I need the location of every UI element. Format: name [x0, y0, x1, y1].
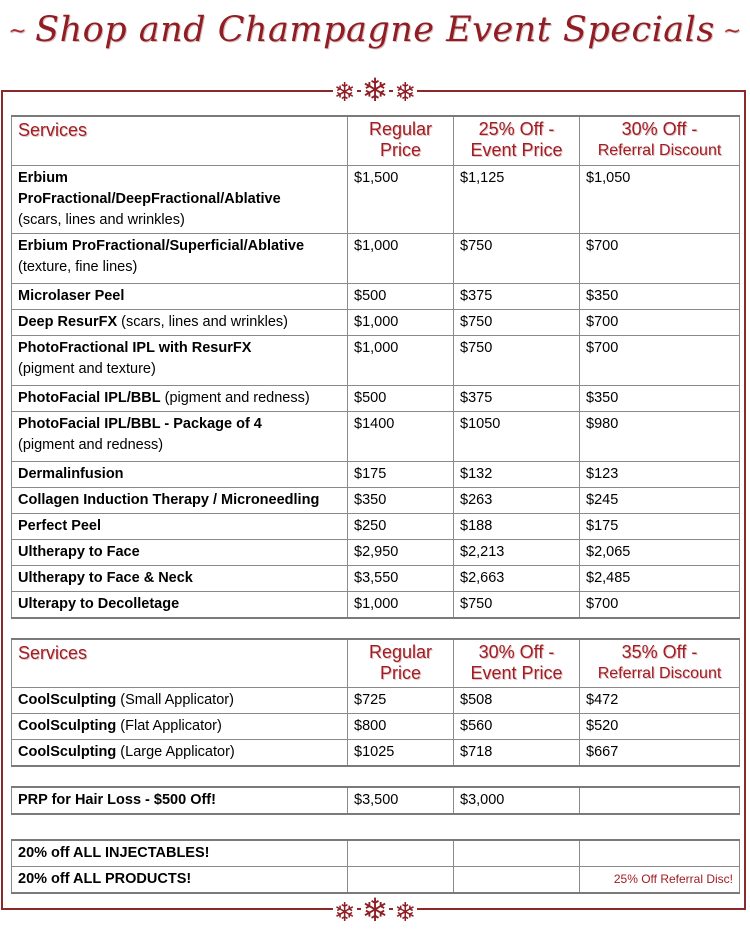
regular-price: $2,950 — [348, 539, 454, 565]
event-price: $2,213 — [454, 539, 580, 565]
header-event: 25% Off - Event Price — [454, 116, 580, 165]
regular-price: $1,000 — [348, 335, 454, 385]
snowflake-icon: ❄ — [361, 72, 389, 108]
snowflake-icon: ❄ — [333, 77, 356, 107]
service-cell: Perfect Peel — [12, 513, 348, 539]
header-regular: Regular Price — [348, 639, 454, 687]
event-price: $750 — [454, 335, 580, 385]
referral-price — [580, 787, 740, 814]
promotions-table — [11, 839, 740, 894]
table-row — [12, 867, 740, 894]
event-price: $560 — [454, 713, 580, 739]
table-row — [12, 513, 740, 539]
regular-price: $1,500 — [348, 165, 454, 233]
regular-price: $500 — [348, 385, 454, 411]
referral-price: $350 — [580, 385, 740, 411]
referral-price: $1,050 — [580, 165, 740, 233]
referral-discount-note: 25% Off Referral Disc! — [580, 867, 740, 894]
regular-price: $3,500 — [348, 787, 454, 814]
event-price: $750 — [454, 591, 580, 618]
service-cell: Ulterapy to Decolletage — [12, 591, 348, 618]
table-row — [12, 487, 740, 513]
service-cell: Collagen Induction Therapy / Microneedling — [12, 487, 348, 513]
referral-price — [580, 840, 740, 867]
event-price: $375 — [454, 385, 580, 411]
swirl-ornament-right: ~ — [722, 18, 742, 44]
service-cell: Dermalinfusion — [12, 461, 348, 487]
event-price — [454, 840, 580, 867]
event-price: $718 — [454, 739, 580, 766]
regular-price — [348, 867, 454, 894]
referral-price: $350 — [580, 283, 740, 309]
regular-price: $250 — [348, 513, 454, 539]
table-header-row — [12, 639, 740, 687]
table-row — [12, 591, 740, 618]
regular-price: $1025 — [348, 739, 454, 766]
regular-price: $800 — [348, 713, 454, 739]
page-title — [0, 0, 750, 60]
service-cell: Ultherapy to Face & Neck — [12, 565, 348, 591]
event-price — [454, 867, 580, 894]
regular-price: $500 — [348, 283, 454, 309]
event-price: $188 — [454, 513, 580, 539]
regular-price: $1,000 — [348, 591, 454, 618]
table-row — [12, 713, 740, 739]
regular-price: $175 — [348, 461, 454, 487]
prp-table — [11, 786, 740, 815]
event-price: $750 — [454, 309, 580, 335]
header-services: Services — [12, 116, 348, 165]
referral-price: $700 — [580, 309, 740, 335]
referral-price: $980 — [580, 411, 740, 461]
table-row — [12, 565, 740, 591]
referral-price: $123 — [580, 461, 740, 487]
table-row — [12, 840, 740, 867]
service-cell: Erbium ProFractional/Superficial/Ablative (texture, fine lines) — [12, 233, 348, 283]
snowflake-icon: ❄ — [333, 897, 356, 927]
header-event: 30% Off - Event Price — [454, 639, 580, 687]
page-title-text: Shop and Champagne Event Specials — [35, 10, 715, 50]
snowflake-icon: ❄ — [394, 897, 417, 927]
service-cell: PhotoFractional IPL with ResurFX (pigment and texture) — [12, 335, 348, 385]
service-cell: CoolSculpting (Flat Applicator) — [12, 713, 348, 739]
referral-price: $520 — [580, 713, 740, 739]
service-cell: PRP for Hair Loss - $500 Off! — [12, 787, 348, 814]
table-row — [12, 309, 740, 335]
service-cell: PhotoFacial IPL/BBL - Package of 4 (pigment and redness) — [12, 411, 348, 461]
table-row — [12, 165, 740, 233]
snowflake-icon: ❄ — [394, 77, 417, 107]
header-regular: Regular Price — [348, 116, 454, 165]
table-row — [12, 411, 740, 461]
event-price: $132 — [454, 461, 580, 487]
table-header-row — [12, 116, 740, 165]
regular-price — [348, 840, 454, 867]
regular-price: $1,000 — [348, 309, 454, 335]
header-services: Services — [12, 639, 348, 687]
service-cell: Deep ResurFX (scars, lines and wrinkles) — [12, 309, 348, 335]
table-row — [12, 539, 740, 565]
table-row — [12, 385, 740, 411]
referral-price: $667 — [580, 739, 740, 766]
service-cell: CoolSculpting (Large Applicator) — [12, 739, 348, 766]
referral-price: $2,485 — [580, 565, 740, 591]
table-row — [12, 787, 740, 814]
event-price: $1050 — [454, 411, 580, 461]
referral-price: $700 — [580, 233, 740, 283]
service-cell: 20% off ALL PRODUCTS! — [12, 867, 348, 894]
service-cell: CoolSculpting (Small Applicator) — [12, 687, 348, 713]
regular-price: $1,000 — [348, 233, 454, 283]
service-cell: Erbium ProFractional/DeepFractional/Ablative (scars, lines and wrinkles) — [12, 165, 348, 233]
table-row — [12, 687, 740, 713]
regular-price: $350 — [348, 487, 454, 513]
regular-price: $1400 — [348, 411, 454, 461]
service-cell: 20% off ALL INJECTABLES! — [12, 840, 348, 867]
service-cell: Microlaser Peel — [12, 283, 348, 309]
service-cell: PhotoFacial IPL/BBL (pigment and redness) — [12, 385, 348, 411]
event-price: $1,125 — [454, 165, 580, 233]
snowflake-ornament-bottom — [0, 892, 750, 928]
referral-price: $245 — [580, 487, 740, 513]
table-row — [12, 233, 740, 283]
event-price: $508 — [454, 687, 580, 713]
services-table-2 — [11, 638, 740, 767]
event-price: $750 — [454, 233, 580, 283]
referral-price: $175 — [580, 513, 740, 539]
table-row — [12, 461, 740, 487]
event-price: $375 — [454, 283, 580, 309]
table-row — [12, 335, 740, 385]
header-referral: 35% Off - Referral Discount — [580, 639, 740, 687]
referral-price: $472 — [580, 687, 740, 713]
header-referral: 30% Off - Referral Discount — [580, 116, 740, 165]
event-price: $2,663 — [454, 565, 580, 591]
snowflake-icon: ❄ — [361, 892, 389, 928]
table-row — [12, 283, 740, 309]
event-price: $263 — [454, 487, 580, 513]
service-cell: Ultherapy to Face — [12, 539, 348, 565]
swirl-ornament-left: ~ — [8, 18, 28, 44]
services-table-1 — [11, 115, 740, 619]
event-price: $3,000 — [454, 787, 580, 814]
referral-price: $700 — [580, 591, 740, 618]
snowflake-ornament-top — [0, 72, 750, 108]
regular-price: $3,550 — [348, 565, 454, 591]
table-row — [12, 739, 740, 766]
referral-price: $2,065 — [580, 539, 740, 565]
referral-price: $700 — [580, 335, 740, 385]
regular-price: $725 — [348, 687, 454, 713]
